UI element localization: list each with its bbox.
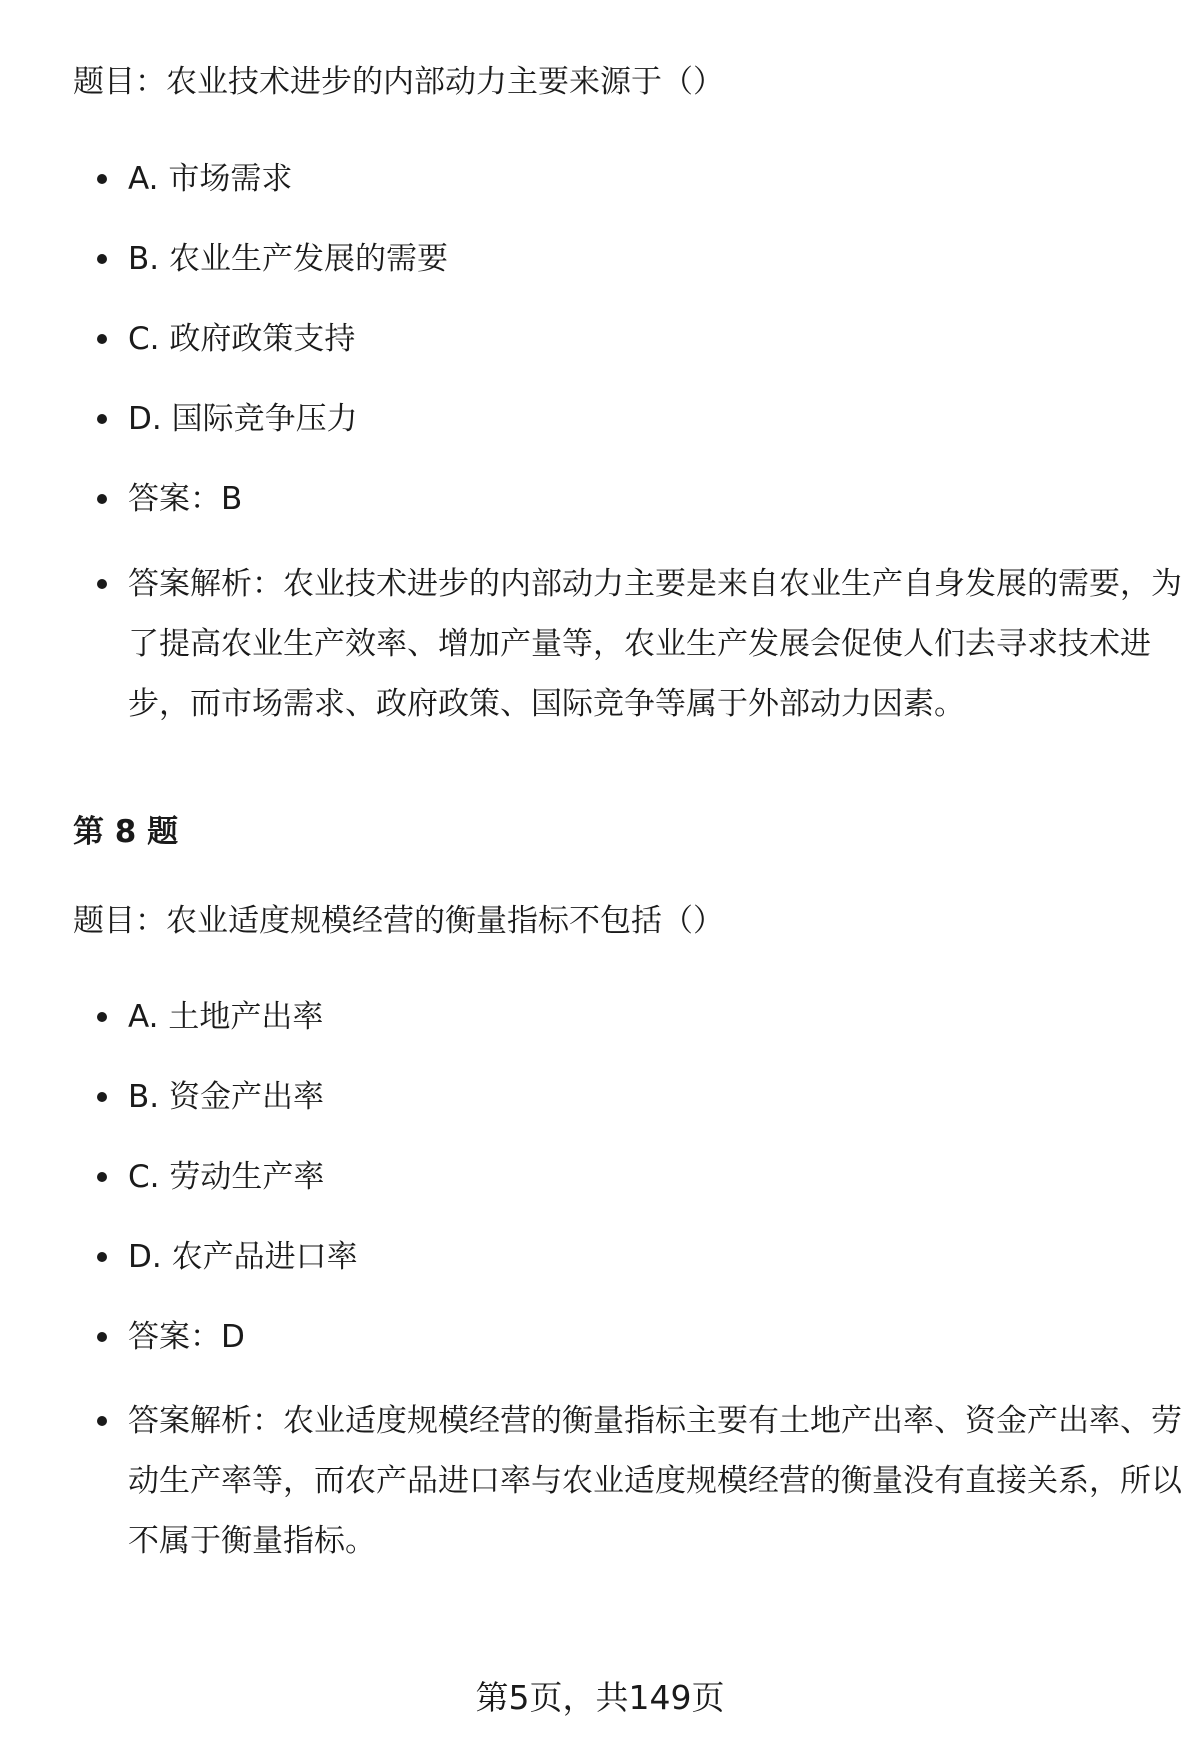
bullet-icon [97,254,107,264]
q7-answer: 答案：B [128,481,243,517]
bullet-icon [97,1092,107,1102]
q7-option-a: A. 市场需求 [128,161,293,197]
q8-explanation-line-3: 不属于衡量指标。 [128,1523,376,1559]
bullet-icon [97,494,107,504]
page-number-footer: 第5页，共149页 [475,1678,725,1717]
q7-explanation-line-3: 步，而市场需求、政府政策、国际竞争等属于外部动力因素。 [128,686,965,722]
bullet-icon [97,414,107,424]
q8-answer: 答案：D [128,1319,245,1355]
q8-explanation-line-2: 动生产率等，而农产品进口率与农业适度规模经营的衡量没有直接关系，所以 [128,1463,1182,1499]
q8-option-d: D. 农产品进口率 [128,1239,358,1275]
q8-option-b: B. 资金产出率 [128,1079,324,1115]
q8-option-c: C. 劳动生产率 [128,1159,325,1195]
bullet-icon [97,1252,107,1262]
q7-explanation-line-2: 了提高农业生产效率、增加产量等，农业生产发展会促使人们去寻求技术进 [128,626,1151,662]
bullet-icon [97,579,107,589]
question-7-stem: 题目：农业技术进步的内部动力主要来源于（） [73,64,724,100]
bullet-icon [97,1172,107,1182]
bullet-icon [97,1332,107,1342]
bullet-icon [97,334,107,344]
q7-explanation-line-1: 答案解析：农业技术进步的内部动力主要是来自农业生产自身发展的需要，为 [128,566,1182,602]
q8-option-a: A. 土地产出率 [128,999,324,1035]
q7-option-c: C. 政府政策支持 [128,321,356,357]
q7-option-d: D. 国际竞争压力 [128,401,358,437]
bullet-icon [97,1012,107,1022]
bullet-icon [97,1416,107,1426]
bullet-icon [97,174,107,184]
q8-explanation-line-1: 答案解析：农业适度规模经营的衡量指标主要有土地产出率、资金产出率、劳 [128,1403,1182,1439]
q7-option-b: B. 农业生产发展的需要 [128,241,448,277]
question-8-stem: 题目：农业适度规模经营的衡量指标不包括（） [73,903,724,939]
question-8-heading: 第 8 题 [73,814,179,850]
